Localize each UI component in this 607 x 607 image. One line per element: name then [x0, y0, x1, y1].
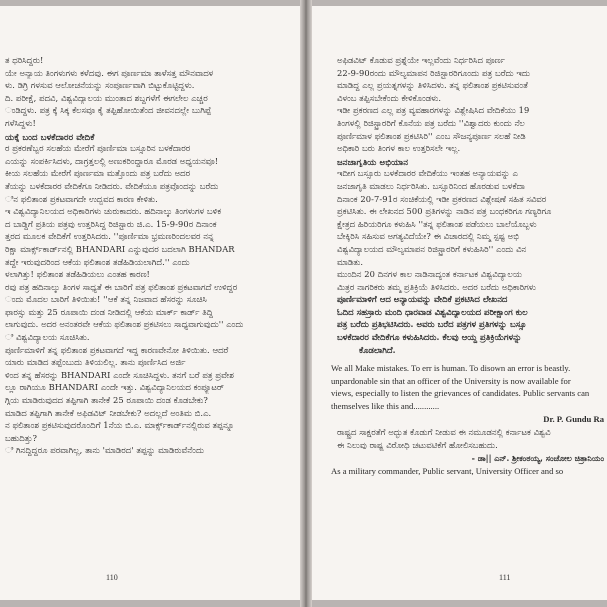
text-line: ಪೂರ್ಣಿಮಾಳಿಗೆ ತನ್ನ ಫಲಿತಾಂಶ ಪ್ರಕಟವಾಗದೆ ಇದ್ದ ಕಾರಣವೇನೋ ತಿಳಿಯಿತು. ಆದರೆ: [5, 344, 229, 355]
page-number: 110: [106, 573, 118, 582]
text-line: ಲಾಗುವುದು. ಅದರ ಅನಂತರವೇ ಆಕೆಯ ಫಲಿತಾಂಶ ಪ್ರಕಟಿಸಲು ಸಾಧ್ಯವಾಗುವುದು'' ಎಂದು: [5, 319, 244, 330]
bold-text-line: ಪತ್ರ ಬರೆದು ಪ್ರತಿಭಟಿಸಿದರು. ಅವರು ಬರೆದ ಪತ್ರಗಳ ಪ್ರತಿಗಳನ್ನು ಬಸ್ಸೂ: [337, 319, 527, 330]
text-line: ಇಡೀ ಪ್ರಕರಣದ ಎಲ್ಲ ಪತ್ರ ವ್ಯವಹಾರಗಳನ್ನು ವಿಶ್ಲೇಷಿಸಿದ ವೇದಿಕೆಯು 19: [337, 105, 530, 116]
text-line: ತ ಧರಿಸಿದ್ದರು!: [5, 55, 44, 65]
quote-line: themselves like this and............: [331, 400, 440, 411]
text-line: ಎಯನ್ನು ಸಂಪರ್ಕಿಸಿದಳು, ದಾಗ್ರತ್ತಲಲ್ಲಿ ಅಣುಕರಿಂದ್ದಾರೂ ಮೊರಡ ಅಧ್ಯಯನವೂ!: [5, 155, 219, 166]
text-line: ಇದೀಗ ಬಸ್ಸೂರು ಬಳಕೆದಾರರ ವೇದಿಕೆಯು ಇಂತಹ ಅನ್ಯಾಯವನ್ನು ಎ: [337, 168, 518, 179]
text-line: ಳಿಂದ ತನ್ನ ಹೆಸರನ್ನು BHANDARI ಎಂದೇ ಸೂಚಿಸಿದ್ದಳು. ತನಗೆ ಬರೆ ಪತ್ರ ಪ್ರವೇಶ: [5, 369, 234, 380]
text-line: ಮಾಡಿತು.: [337, 256, 364, 267]
text-line: ಪೂರ್ಣಿಮಾಳ ಫಲಿತಾಂಶ ಪ್ರಕಟಿಸಿರಿ'' ಎಂಬ ಸೌಜನ್ಯಪೂರ್ಣ ಸಲಹೆ ನೀಡಿ: [337, 130, 526, 141]
text-line: ವಿಳಂಬ ತಪ್ಪಿಸಬೇಕೆಂದು ಕೇಳಿಕೊಂಡಳು.: [337, 92, 442, 103]
text-line: ಕ್ಷೇತ್ರದ ಹಿರಿಯರಿಗೂ ಕಳುಹಿಸಿ ''ತನ್ನ ಫಲಿತಾಂಶ ಪಡೆಯಲು ಬಾಲೆಯೊಬ್ಬಳು: [337, 218, 537, 229]
text-line: ಮಾಡಿದ ತಪ್ಪಿಗಾಗಿ ತಾನೇಕೆ ಅಫಿಡವಿಟ್ ನೀಡಬೇಕು? ಅದಲ್ಲದೆ ಅಂತಿಮ ಬಿ.ಎ.: [5, 407, 212, 418]
text-line: ದಿನಾಂಕ 20-7-91ರ ಸಂಚಿಕೆಯಲ್ಲಿ ಇಡೀ ಪ್ರಕರಣದ ವಿಶ್ಲೇಷಣೆ ಸಹಿತ ಸವಿವರ: [337, 193, 547, 204]
left-page-text: [0, 54, 302, 457]
text-line: ಬೇಕ್ಕಿರಿಸಿ ಸಹಿಸುವ ಅಗತ್ಯವಿದೆಯೇ? ಈ ವಿಚಾರದಲ್ಲಿ ನಿಮ್ಮ ಸ್ಪಷ್ಟ ಅಭಿ: [337, 231, 519, 242]
text-line: ರಿಕ್ಷಾ ಮಾರ್ಕ್ಸ್‌ಕಾರ್ಡ್‌ನಲ್ಲಿ BHANDARI ಎನ್ನುವುದರ ಬದಲಾಗಿ BHANDAR: [5, 243, 235, 254]
bold-text-line: ಬಳಕೆದಾರರ ವೇದಿಕೆಗೂ ಕಳುಹಿಸಿದರು. ಕೆಲವು ಆಯ್ದ ಪ್ರತಿಕ್ರಿಯೆಗಳನ್ನು: [337, 332, 522, 343]
text-line: ದ ಬಾಡ್ದಿಗೆ ಪ್ರತಿಯ ಪತ್ರವು ಉತ್ತರಿಸಿದ್ದ ರಿಜಿಸ್ಟ್ರಾರು ಜಿ.ಎ. 15-9-90ರ ದಿನಾಂಕ: [5, 218, 217, 229]
text-line: ವಿಶ್ವವಿದ್ಯಾಲಯದ ಮೌಲ್ಯಮಾಪನ ರಿಜಿಸ್ಟ್ರಾರರಿಗೆ ಕಳುಹಿಸಿರಿ'' ಎಂದು ವಿನ: [337, 243, 527, 254]
text-line: ರವು ಪತ್ರ ಹದಿನಾಲ್ಕು ತಿಂಗಳ ಸಾಧ್ಯತೆ ಈ ಬಾರಿಗೆ ಪತ್ರ ಫಲಿತಾಂಶ ಪ್ರಕಟವಾಗದೆ ಉಳಿದ್ದರ: [5, 281, 238, 292]
text-line: ಿ ಗಿನದ್ದಿದ್ದರೂ ಪರವಾಗಿಲ್ಲ, ತಾನು 'ಮಾಡಿರದ' ತಪ್ಪನ್ನು ಮಾಡಿರುವೆನೆಂದು: [5, 445, 205, 456]
section-heading: ಯಕ್ಕೆ ಬಂದ ಬಳಕೆದಾರರ ವೇದಿಕೆ: [5, 131, 95, 143]
text-line: ನ ಫಲಿತಾಂಶ ಪ್ರಕಟಿಸುವುದರೊಂದಿಗೆ 1ನೆಯ ಬಿ.ಎ. ಮಾರ್ಕ್ಸ್‌ಕಾರ್ಡ್‌ನಲ್ಲಿರುವ ತಪ್ಪನ್ನೂ: [5, 420, 235, 431]
text-line: ಯಾರು ಮಾಡಿದ ತಪ್ಪೆಂಬುದು ತಿಳಿಯಲಿಲ್ಲ. ತಾನು ಪೂರ್ಣಿಸಿದ ಅರ್ಜಿ: [5, 357, 186, 368]
text-line: ತಿಂಗಳಲ್ಲಿ ರಿಜಿಸ್ಟ್ರಾರರಿಗೆ ಕೊನೆಯ ಪತ್ರ ಬರೆದು ''ವಿಶ್ವಾದರು ಕುಂದು ನೆಲ: [337, 117, 525, 128]
text-line: ಳು. ಡಿಗ್ರಿ ಗಳಸುವ ಆಲೋಚನೆಯನ್ನು ಸಂಪೂರ್ಣವಾಗಿ ಬಿಟ್ಟುಕೊಟ್ಟಿದ್ದಳು.: [5, 80, 195, 91]
text-line: ಳಲಾಗಿತ್ತು! ಫಲಿತಾಂಶ ತಡೆಹಿಡಿಯಲು ಎಂತಹ ಕಾರಣ!: [5, 269, 150, 280]
text-line: ರಾಷ್ಟ್ರದ ಸಾಕ್ಷರತೆಗೆ ಅದ್ಭುತ ಕೊಡುಗೆ ನೀಡುವ ಈ ನಮೂಡನಲ್ಲಿ ಕರ್ನಾಟಕ ವಿಶ್ವವಿ: [337, 427, 551, 438]
text-line: ಇ ವಿಶ್ವವಿದ್ಯಾನಿಲಯದ ಅಧಿಕಾರಿಗಳು ಚುರುಕಾದರು. ಹದಿನಾಲ್ಕು ತಿಂಗಳುಗಳ ಬಳಿಕ: [5, 206, 222, 217]
text-line: ತದ್ದೇ ಇರುವುದರಿಂದ ಆಕೆಯ ಫಲಿತಾಂಶ ತಡೆಹಿಡಿಯಲಾಗಿದೆ.'' ಎಂದು: [5, 256, 190, 267]
text-line: ಿ ವಿಶ್ವವಿದ್ಯಾಲಯ ಸೂಚಿಸಿತು.: [5, 332, 90, 343]
text-line: ದಿ. ಪರೀಕ್ಷೆ, ಪದವಿ, ವಿಶ್ವವಿದ್ಯಾಲಯ ಮುಂತಾದ ಶಬ್ದಗಳೆಗೆ ಈಗಲೇಲ ಎಚ್ಚರ: [5, 92, 208, 103]
text-line: ಂದು ಮೊದಲ ಬಾರಿಗೆ ತಿಳಿಯಿತು! ''ಆಕೆ ತನ್ನ ನಿಜವಾದ ಹೆಸರನ್ನು ಸೂಚಿಸಿ: [5, 294, 207, 305]
text-line: ಕೀಯ ಸಲಹೆಯ ಮೇರೆಗೆ ಪೂರ್ಣಮಾ ಮತ್ತೊಂದು ಪತ್ರ ಬರೆದು ಅದರ: [5, 168, 191, 179]
left-page: [0, 6, 303, 600]
right-page: [310, 6, 607, 600]
page-number: 111: [499, 573, 511, 582]
bold-text-line: ಕೊಡಲಾಗಿದೆ.: [359, 344, 396, 355]
text-line: ಅಫಿಡವಿಟ್ ಕೊಡುವ ಪ್ರಶ್ನೆಯೇ ಇಲ್ಲವೆಂದು ನಿರ್ಧರಿಸಿದ ಪೂರ್ಣ: [337, 55, 505, 65]
text-line: ಪ್ರಕಟಿಸಿತು. ಈ ಲೇಖನದ 500 ಪ್ರತಿಗಳನ್ನು ನಾಡಿನ ಪತ್ರ ಬಂಧಕರಿಗೂ ಗಣ್ಯರಿಗೂ: [337, 206, 552, 217]
quote-line: views, especially to listen the grievances of candidates. Public servants can: [331, 388, 590, 399]
text-line: ಂಡಿದ್ದಳು. ಪತ್ರ ಕ್ಕೆ ಸಿಕ್ಕ ಕೆಲಸವೂ ಕೈ ತಪ್ಪಿಹೋಯಿತೆಂದ ಜೀವನದಲ್ಲೇ ಬುಗಿಪ್ಪೆ: [5, 105, 212, 116]
quote-line: As a military commander, Public servant, University Officer and so: [331, 466, 564, 477]
text-line: ತೆಯನ್ನು ಬಳಕೆದಾರರ ವೇದಿಕೆಗೂ ನೀಡಿದರು. ವೇದಿಕೆಯೂ ಪತ್ರವೊಂದನ್ನು ಬರೆದು: [5, 180, 219, 191]
text-line: ಈ ನಿಲುವು ರಾಷ್ಟ್ರ ವಿರೋಧಿ ಚಟುವಟಿಕೆಗೆ ಹೋಲಿಸಬಹುದು.: [337, 439, 498, 450]
text-line: ಯೇ ಅನ್ಯಾಯ ತಿಂಗಳುಗಳು ಕಳೆದವು. ಈಗ ಪೂರ್ಣಮಾ ತಾಳೆಸತ್ತ ಮೌನವಾದಳ: [5, 67, 214, 78]
right-page-text: [311, 54, 607, 478]
text-line: ರ ಪ್ರಕರಣೆಬ್ಬರ ಸಲಹೆಯ ಮೇರೆಗೆ ಪೂರ್ಣಿಮಾ ಬಸ್ಸೂರಿನ ಬಳಕೆದಾರರ: [5, 143, 191, 154]
text-line: ಅಧಿಕಾರಿ ಬರು ತಿಂಗಳ ಕಾಲ ಉತ್ತರಿಸಲೇ ಇಲ್ಲ.: [337, 143, 461, 154]
text-line: ಜನಜಾಗೃತಿ ಮಾಡಲು ನಿರ್ಧರಿಸಿತು. ಬಸ್ಸೂರಿನಿಂದ ಹೊರಡುವ ಬಳಕೆದಾ: [337, 180, 525, 191]
quote-line: unpardonable sin that an officer of the University is now available for: [331, 375, 571, 386]
quote-line: We all Make mistakes. To err is human. To disown an error is beastly.: [331, 363, 571, 374]
text-line: ಮುಂದಿನ 20 ದಿನಗಳ ಕಾಲ ನಾಡಿನಾದ್ಯಂತ ಕರ್ನಾಟಕ ವಿಶ್ವವಿದ್ಯಾಲಯ: [337, 269, 522, 280]
text-line: ಗಳೆಸಿದ್ದಳು!: [5, 117, 36, 128]
text-line: ಿನ ಫಲಿತಾಂಶ ಪ್ರಕಟವಾಗದೇ ಉದ್ಭವದ ಕಾರಣ ಕೇಳಿತು.: [5, 193, 158, 204]
text-line: ಮಾಡಿದ್ದ ಎಲ್ಲ ಪ್ರಯತ್ನಗಳನ್ನು ತಿಳಿಸಿದಳು. ತನ್ನ ಫಲಿತಾಂಶ ಪ್ರಕಟಿಸುವಂತೆ: [337, 80, 528, 91]
text-line: ಮಿತ್ರರ ನಾಗರಿಕರು ತಮ್ಮ ಪ್ರತಿಕ್ರಿಯೆ ತಿಳಿಸಿದರು. ಅದರ ಬರೆದು ಅಧಿಕಾರಿಗಳು: [337, 281, 536, 292]
section-heading: ಜನಜಾಗೃತಿಯ ಅಭಿಯಾನ: [337, 156, 408, 168]
bold-text-line: ಓದಿದ ಸಹಸ್ರಾರು ಮಂದಿ ಧಾರವಾಡ ವಿಶ್ವವಿದ್ಯಾಲಯದ ಪರೀಕ್ಷಾಂಗ ಕುಲ: [337, 306, 528, 317]
text-line: ಗ್ಗಿಯ ಮಾಡಿರುವುದದ ತಪ್ಪಿಗಾಗಿ ತಾನೇಕೆ 25 ರೂಪಾಯಿ ದಂಡ ಕೊಡಬೇಕು?: [5, 395, 208, 406]
text-line: ಫಾರಸ್ಸು ಮತ್ತು 25 ರೂಪಾಯಿ ದಂಡ ನೀಡಿದಲ್ಲಿ ಆಕೆಯ ಮಾರ್ಕ್ ಕಾರ್ಡ್ ತಿದ್ದಿ: [5, 306, 213, 317]
bold-text-line: ಪೂರ್ಣಿಮಾಳಿಗೆ ಆದ ಅನ್ಯಾಯವನ್ನು ವೇದಿಕೆ ಪ್ರಕಟಿಸಿದ ಲೇಖನದ: [337, 294, 508, 305]
text-line: ಲ್ಲೂ ರಾಗಿಯೂ BHANDARI ಎಂದೇ ಇತ್ತು. ವಿಶ್ವವಿದ್ಯಾನಿಲಯದ ಕಂಪ್ಯೂಟರ್: [5, 382, 225, 393]
text-line: ಬಹುದಿತ್ತು?: [5, 432, 38, 443]
quote-author-2: - ಡಾ|| ಎನ್. ಶ್ರೀಕಂಠಯ್ಯ, ಸಂಚೋಲ ಚಿತ್ರಾನಿಯಂ: [471, 453, 604, 464]
book-gutter: [300, 0, 312, 607]
text-line: 22-9-90ರಂದು ಮೌಲ್ಯಮಾಪನ ರಿಜಿಸ್ಟ್ರಾರರಿಗೂಂದು ಪತ್ರ ಬರೆದು ಇದು: [337, 67, 530, 78]
quote-author: Dr. P. Gundu Ra: [543, 414, 604, 425]
text-line: ತ್ತರದ ಮೂಲಕ ವೇದಿಕೆಗೆ ಉತ್ತರಿಸಿದರು. ''ಪೂರ್ಣಿಮಾ ಭ್ರಮಣರಿಂದಲವರ ನನ್ನ: [5, 231, 214, 242]
